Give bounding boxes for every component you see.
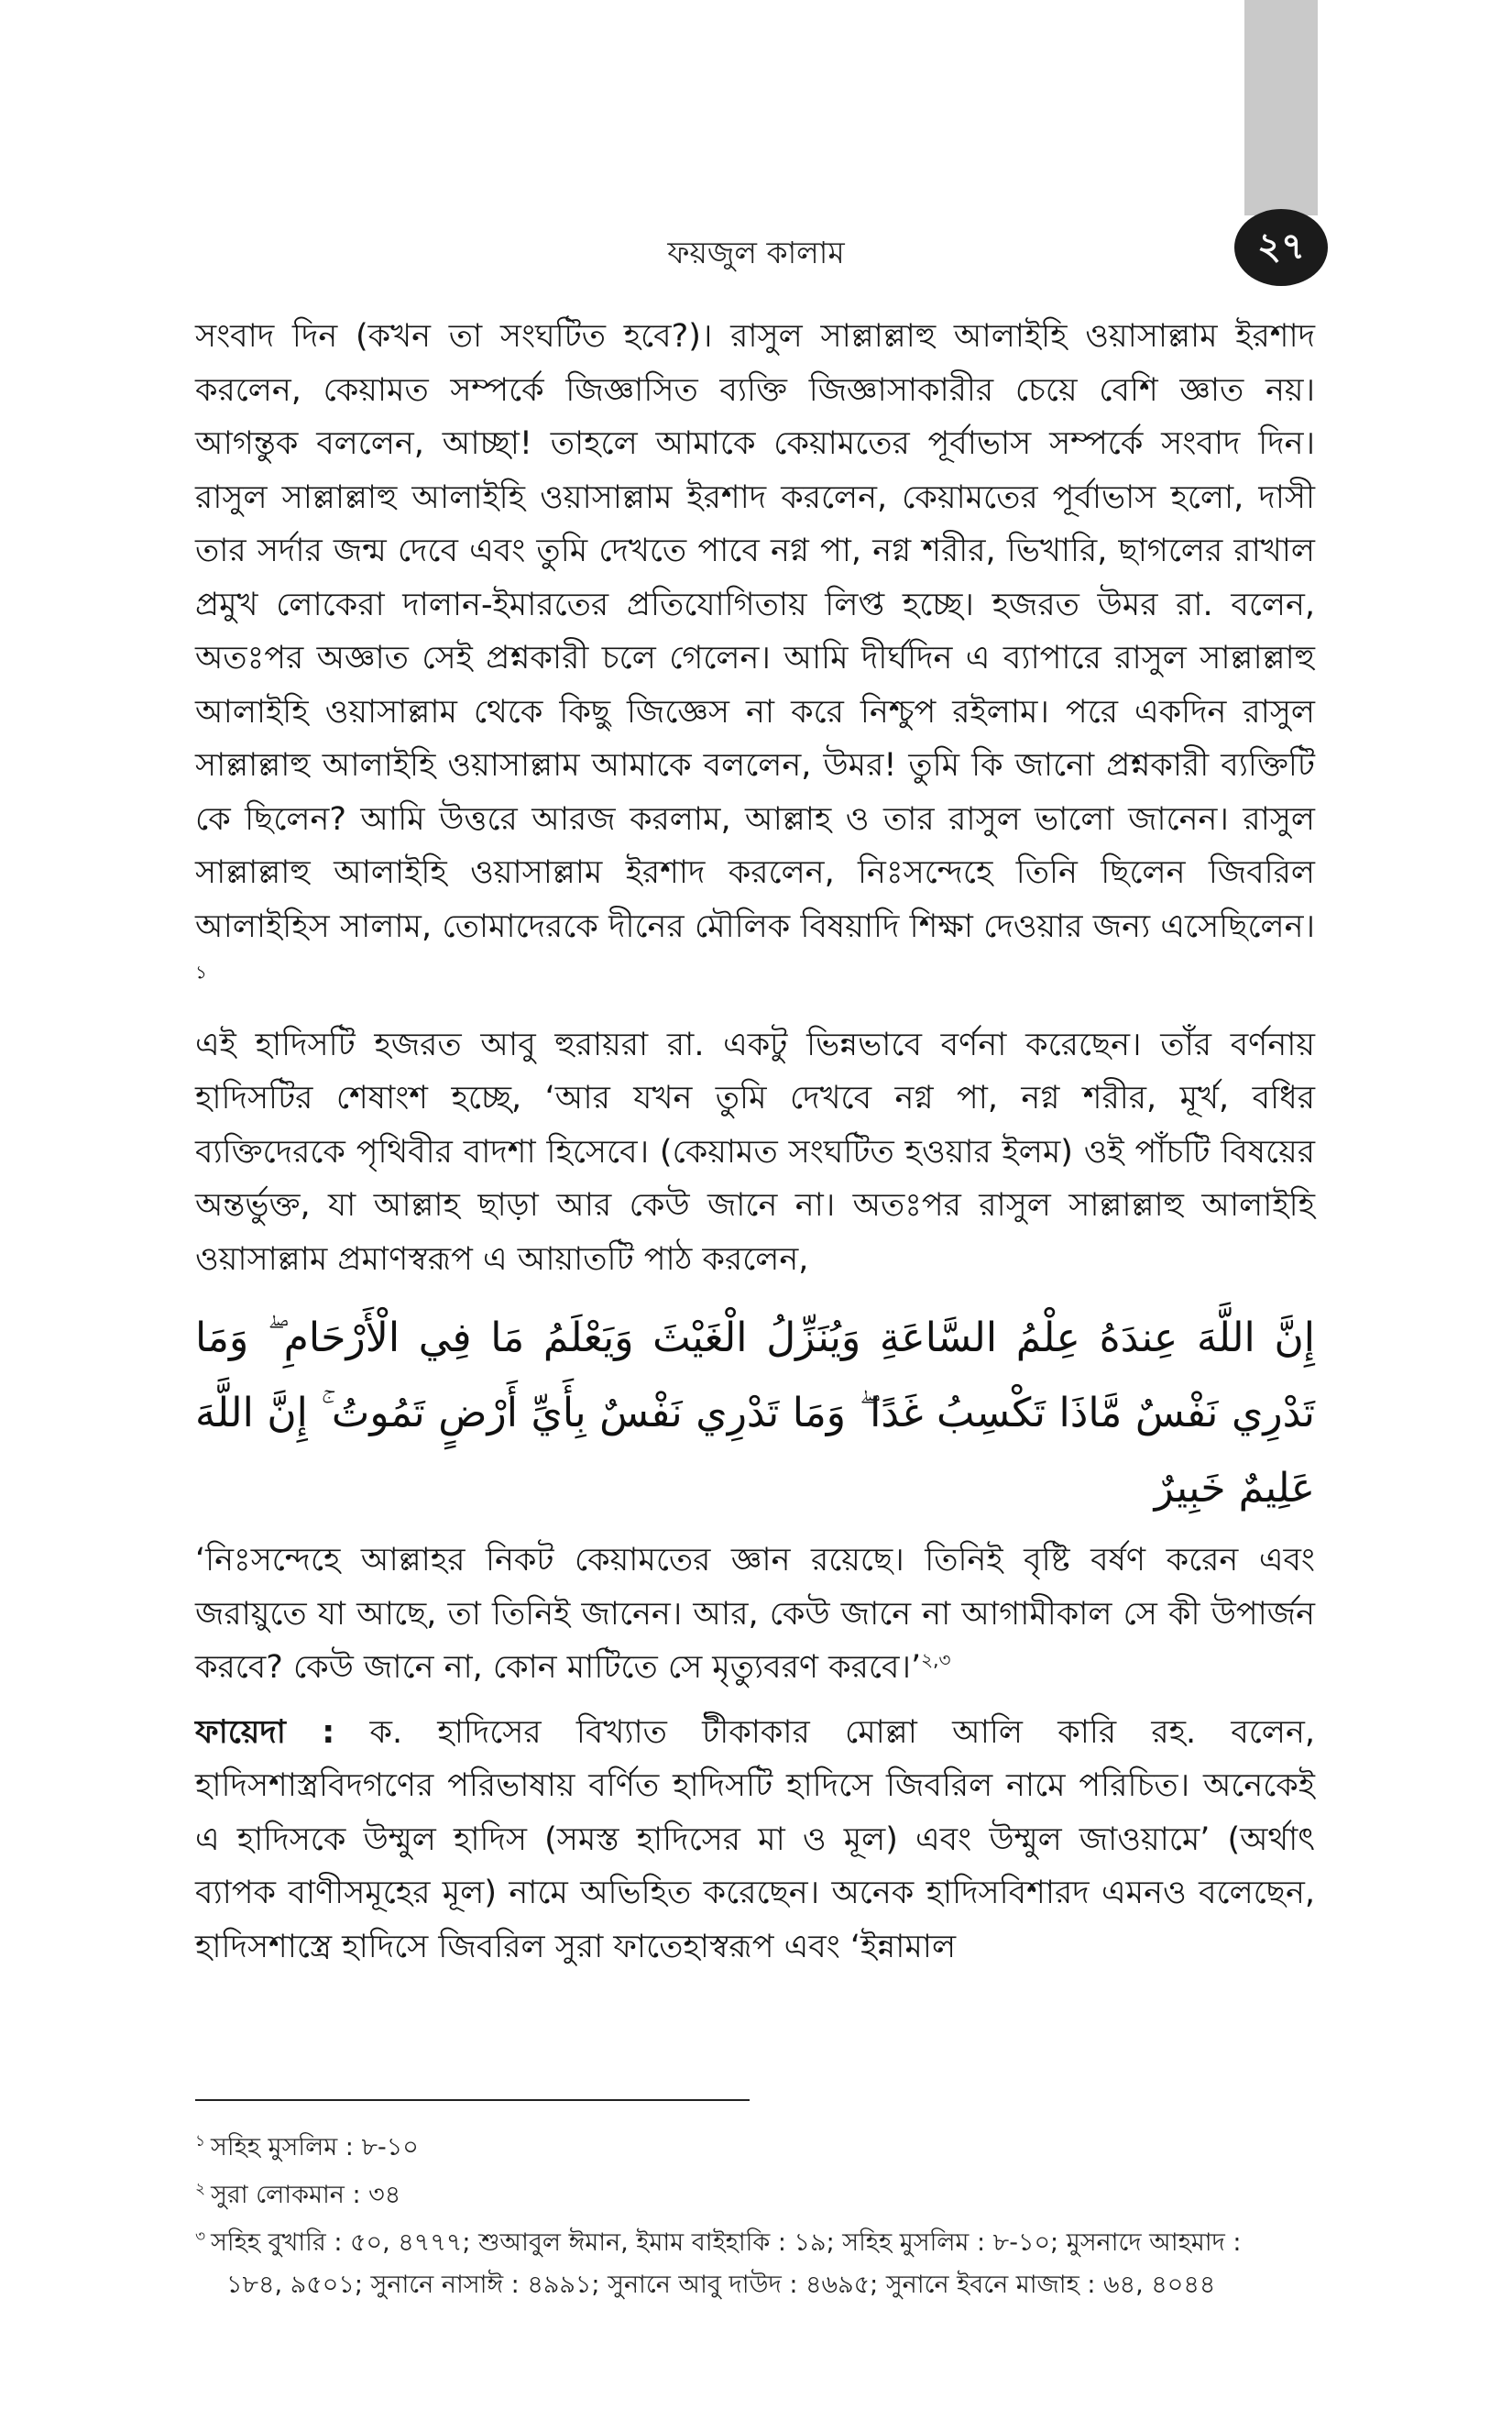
paragraph-4 — [195, 1706, 1315, 1974]
running-title: ফয়জুল কালাম — [667, 235, 845, 270]
footnote-text: সুরা লোকমান : ৩৪ — [211, 2181, 401, 2209]
arabic-verse: إِنَّ اللَّهَ عِندَهُ عِلْمُ السَّاعَةِ وَيُنَزِّلُ الْغَيْثَ وَيَعْلَمُ مَا فِي الْأَرْحَامِ ۖ وَمَا تَدْرِي نَفْسٌ مَّاذَا تَكْسِبُ غَدًا ۖ وَمَا تَدْرِي نَفْسٌ بِأَيِّ أَرْضٍ تَمُوتُ ۚ إِنَّ اللَّهَ عَلِيمٌ خَبِيرٌ — [195, 1314, 1315, 1512]
paragraph-3 — [195, 1534, 1315, 1695]
footnote-ref-1: ১ — [195, 961, 207, 984]
page-body — [195, 310, 1315, 1985]
paragraph-4-text: ক. হাদিসের বিখ্যাত টীকাকার মোল্লা আলি কারি রহ. বলেন, হাদিসশাস্ত্রবিদগণের পরিভাষায় বর্ণিত হাদিসটি হাদিসে জিবরিল নামে পরিচিত। অনেকেই এ হাদিসকে উম্মুল হাদিস (সমস্ত হাদিসের মা ও মূল) এবং উম্মুল জাওয়ামে’ (অর্থাৎ ব্যাপক বাণীসমূহের মূল) নামে অভিহিত করেছেন। অনেক হাদিসবিশারদ এমনও বলেছেন, হাদিসশাস্ত্রে হাদিসে জিবরিল সুরা ফাতেহাস্বরূপ এবং ‘ইন্নামাল — [195, 1713, 1315, 1965]
footnote-divider — [195, 2099, 750, 2101]
paragraph-2-text: এই হাদিসটি হজরত আবু হুরায়রা রা. একটু ভিন্নভাবে বর্ণনা করেছেন। তাঁর বর্ণনায় হাদিসটির শেষাংশ হচ্ছে, ‘আর যখন তুমি দেখবে নগ্ন পা, নগ্ন শরীর, মূর্খ, বধির ব্যক্তিদেরকে পৃথিবীর বাদশা হিসেবে। (কেয়ামত সংঘটিত হওয়ার ইলম) ওই পাঁচটি বিষয়ের অন্তর্ভুক্ত, যা আল্লাহ ছাড়া আর কেউ জানে না। অতঃপর রাসুল সাল্লাল্লাহু আলাইহি ওয়াসাল্লাম প্রমাণস্বরূপ এ আয়াতটি পাঠ করলেন, — [195, 1026, 1315, 1278]
footnotes — [195, 2127, 1315, 2312]
paragraph-3-text: ‘নিঃসন্দেহে আল্লাহর নিকট কেয়ামতের জ্ঞান রয়েছে। তিনিই বৃষ্টি বর্ষণ করেন এবং জরায়ুতে যা আছে, তা তিনিই জানেন। আর, কেউ জানে না আগামীকাল সে কী উপার্জন করবে? কেউ জানে না, কোন মাটিতে সে মৃত্যুবরণ করবে।’ — [195, 1542, 1315, 1686]
footnote-text: সহিহ বুখারি : ৫০, ৪৭৭৭; শুআবুল ঈমান, ইমাম বাইহাকি : ১৯; সহিহ মুসলিম : ৮-১০; মুসনাদে আহমাদ : — [211, 2228, 1242, 2257]
page-tab-marker — [1244, 0, 1318, 215]
footnote-text: সহিহ মুসলিম : ৮-১০ — [211, 2133, 419, 2162]
paragraph-1 — [195, 310, 1315, 1007]
footnote-3 — [195, 2222, 1315, 2306]
footnote-continuation: ১৮৪, ৯৫০১; সুনানে নাসাঈ : ৪৯৯১; সুনানে আবু দাউদ : ৪৬৯৫; সুনানে ইবনে মাজাহ : ৬৪, ৪০৪৪ — [226, 2271, 1216, 2299]
faida-label: ফায়েদা : — [195, 1713, 335, 1751]
footnote-number: ২ — [195, 2180, 206, 2198]
paragraph-1-text: সংবাদ দিন (কখন তা সংঘটিত হবে?)। রাসুল সাল্লাল্লাহু আলাইহি ওয়াসাল্লাম ইরশাদ করলেন, কেয়ামত সম্পর্কে জিজ্ঞাসিত ব্যক্তি জিজ্ঞাসাকারীর চেয়ে বেশি জ্ঞাত নয়। আগন্তুক বললেন, আচ্ছা! তাহলে আমাকে কেয়ামতের পূর্বাভাস সম্পর্কে সংবাদ দিন। রাসুল সাল্লাল্লাহু আলাইহি ওয়াসাল্লাম ইরশাদ করলেন, কেয়ামতের পূর্বাভাস হলো, দাসী তার সর্দার জন্ম দেবে এবং তুমি দেখতে পাবে নগ্ন পা, নগ্ন শরীর, ভিখারি, ছাগলের রাখাল প্রমুখ লোকেরা দালান-ইমারতের প্রতিযোগিতায় লিপ্ত হচ্ছে। হজরত উমর রা. বলেন, অতঃপর অজ্ঞাত সেই প্রশ্নকারী চলে গেলেন। আমি দীর্ঘদিন এ ব্যাপারে রাসুল সাল্লাল্লাহু আলাইহি ওয়াসাল্লাম থেকে কিছু জিজ্ঞেস না করে নিশ্চুপ রইলাম। পরে একদিন রাসুল সাল্লাল্লাহু আলাইহি ওয়াসাল্লাম আমাকে বললেন, উমর! তুমি কি জানো প্রশ্নকারী ব্যক্তিটি কে ছিলেন? আমি উত্তরে আরজ করলাম, আল্লাহ ও তার রাসুল ভালো জানেন। রাসুল সাল্লাল্লাহু আলাইহি ওয়াসাল্লাম ইরশাদ করলেন, নিঃসন্দেহে তিনি ছিলেন জিবরিল আলাইহিস সালাম, তোমাদেরকে দীনের মৌলিক বিষয়াদি শিক্ষা দেওয়ার জন্য এসেছিলেন। — [195, 318, 1315, 945]
footnote-2 — [195, 2174, 1315, 2216]
footnote-ref-2-3: ২,৩ — [921, 1648, 951, 1671]
paragraph-2 — [195, 1018, 1315, 1287]
footnote-1 — [195, 2127, 1315, 2169]
footnote-number: ৩ — [195, 2228, 206, 2246]
footnote-number: ১ — [195, 2132, 206, 2150]
page-number: ২৭ — [1256, 225, 1305, 268]
